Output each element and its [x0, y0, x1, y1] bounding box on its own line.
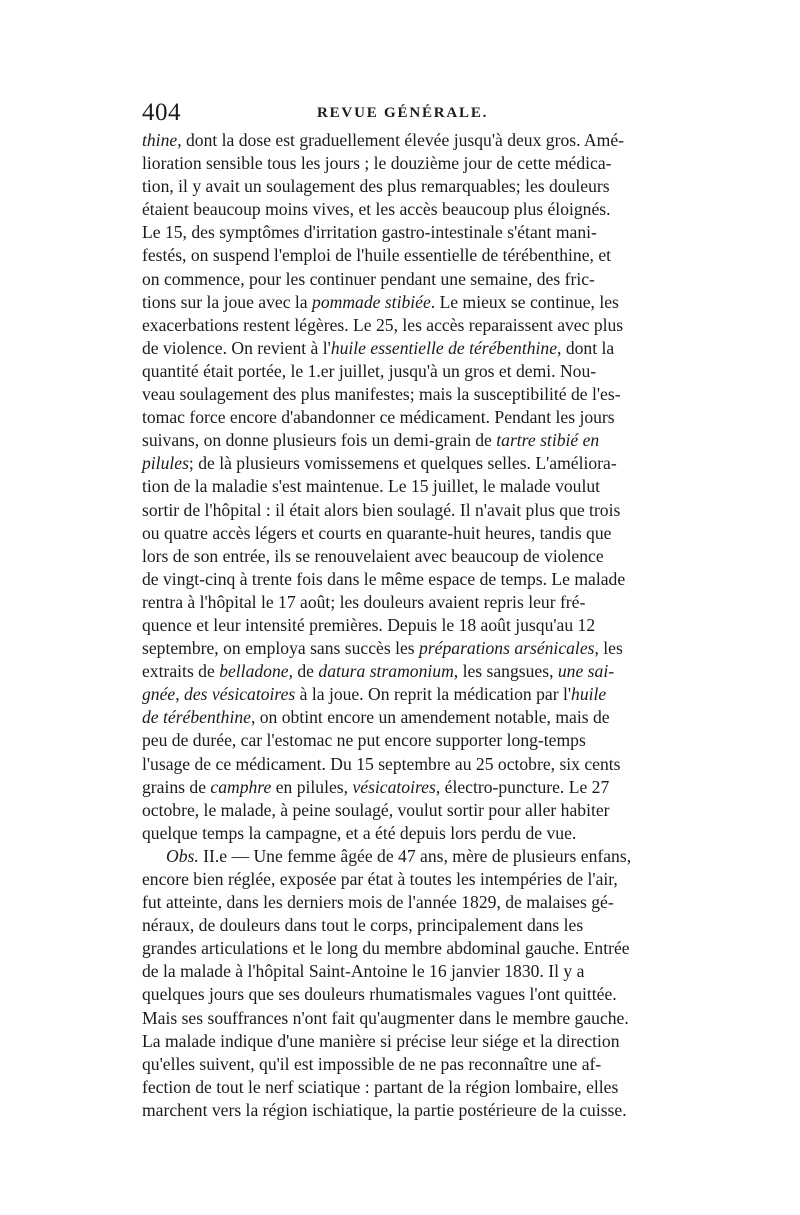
- page-header: [142, 96, 658, 130]
- text-line: [142, 960, 658, 983]
- text-line: [142, 1030, 658, 1053]
- running-head: REVUE GÉNÉRALE.: [317, 105, 489, 121]
- text-line: [142, 268, 658, 291]
- text-segment: tions sur la joue avec la: [142, 291, 313, 312]
- text-line: [142, 683, 658, 706]
- text-line: [142, 429, 658, 452]
- text-segment: néraux, de douleurs dans tout le corps, principalement dans les: [142, 915, 584, 936]
- text-line: [142, 914, 658, 937]
- text-line: [142, 291, 658, 314]
- text-line: [142, 660, 658, 683]
- text-segment: , dont la dose est graduellement élevée jusqu'à deux gros. Amé-: [177, 130, 624, 150]
- text-segment: quantité était portée, le 1.er juillet, jusqu'à un gros et demi. Nou-: [142, 360, 597, 381]
- text-line: [142, 706, 658, 729]
- text-segment: septembre, on employa sans succès les: [142, 638, 420, 659]
- text-line: [142, 753, 658, 776]
- text-segment: lioration sensible tous les jours ; le douzième jour de cette médica-: [142, 153, 612, 174]
- text-segment: de la malade à l'hôpital Saint-Antoine le 16 janvier 1830. Il y a: [142, 961, 585, 982]
- text-line: [142, 1007, 658, 1030]
- text-segment: en pilules,: [271, 776, 353, 797]
- text-line: [142, 845, 658, 868]
- text-segment: , de: [288, 661, 319, 682]
- text-line: [142, 637, 658, 660]
- text-segment: de violence. On revient à l': [142, 337, 331, 358]
- text-line: [142, 337, 658, 360]
- text-line: [142, 868, 658, 891]
- italic-text: pilules: [142, 453, 189, 474]
- text-segment: ,: [175, 684, 185, 705]
- text-segment: fut atteinte, dans les derniers mois de l'année 1829, de malaises gé-: [142, 892, 614, 913]
- text-segment: l'usage de ce médicament. Du 15 septembre au 25 octobre, six cents: [142, 753, 621, 774]
- text-segment: , on obtint encore un amendement notable, mais de: [250, 707, 610, 728]
- page-number: 404: [142, 99, 181, 126]
- text-line: [142, 475, 658, 498]
- text-line: [142, 822, 658, 845]
- text-line: [142, 198, 658, 221]
- text-segment: ; de là plusieurs vomissemens et quelques selles. L'améliora-: [188, 453, 617, 474]
- text-segment: étaient beaucoup moins vives, et les accès beaucoup plus éloignés.: [142, 199, 611, 220]
- text-segment: grains de: [142, 776, 211, 797]
- text-line: [142, 452, 658, 475]
- text-segment: de vingt-cinq à trente fois dans le même espace de temps. Le malade: [142, 568, 626, 589]
- text-line: [142, 175, 658, 198]
- text-segment: on commence, pour les continuer pendant une semaine, des fric-: [142, 268, 595, 289]
- text-segment: marchent vers la région ischiatique, la partie postérieure de la cuisse.: [142, 1099, 627, 1120]
- text-segment: grandes articulations et le long du membre abdominal gauche. Entrée: [142, 938, 630, 959]
- text-line: [142, 499, 658, 522]
- text-segment: extraits de: [142, 661, 220, 682]
- italic-text: des vésicatoires: [184, 684, 296, 705]
- text-segment: fection de tout le nerf sciatique : partant de la région lombaire, elles: [142, 1076, 619, 1097]
- text-line: [142, 522, 658, 545]
- italic-text: tartre stibié en: [496, 430, 600, 451]
- text-segment: Le 15, des symptômes d'irritation gastro-intestinale s'étant mani-: [142, 222, 597, 243]
- italic-text: vésicatoires: [352, 776, 436, 797]
- text-line: [142, 937, 658, 960]
- text-segment: tion de la maladie s'est maintenue. Le 15 juillet, le malade voulut: [142, 476, 601, 497]
- text-segment: II.e — Une femme âgée de 47 ans, mère de plusieurs enfans,: [198, 845, 632, 866]
- italic-text: camphre: [210, 776, 272, 797]
- text-segment: tomac force encore d'abandonner ce médicament. Pendant les jours: [142, 407, 615, 428]
- italic-text: gnée: [142, 684, 176, 705]
- text-line: [142, 614, 658, 637]
- text-segment: quence et leur intensité premières. Depuis le 18 août jusqu'au 12: [142, 614, 596, 635]
- text-line: [142, 729, 658, 752]
- text-line: [142, 591, 658, 614]
- text-line: [142, 545, 658, 568]
- text-segment: quelques jours que ses douleurs rhumatismales vagues l'ont quittée.: [142, 984, 617, 1005]
- text-segment: , les: [594, 638, 623, 659]
- text-segment: veau soulagement des plus manifestes; mais la susceptibilité de l'es-: [142, 384, 621, 405]
- italic-text: datura stramonium: [318, 661, 454, 682]
- text-segment: ou quatre accès légers et courts en quarante-huit heures, tandis que: [142, 522, 612, 543]
- text-segment: à la joue. On reprit la médication par l': [295, 684, 572, 705]
- text-line: [142, 776, 658, 799]
- italic-text: huile: [571, 684, 607, 705]
- text-segment: encore bien réglée, exposée par état à toutes les intempéries de l'air,: [142, 869, 618, 889]
- text-line: [142, 152, 658, 175]
- text-segment: qu'elles suivent, qu'il est impossible de ne pas reconnaître une af-: [142, 1053, 602, 1074]
- text-segment: rentra à l'hôpital le 17 août; les douleurs avaient repris leur fré-: [142, 591, 586, 612]
- body-text: [142, 129, 658, 1122]
- text-segment: tion, il y avait un soulagement des plus remarquables; les douleurs: [142, 176, 610, 197]
- text-line: [142, 314, 658, 337]
- italic-text: pommade stibiée: [312, 291, 431, 312]
- text-segment: lors de son entrée, ils se renouvelaient avec beaucoup de violence: [142, 545, 604, 566]
- text-segment: peu de durée, car l'estomac ne put encore supporter long-temps: [142, 730, 586, 751]
- text-segment: , les sangsues,: [453, 661, 558, 682]
- italic-text: de térébenthine: [142, 707, 251, 728]
- italic-text: Obs.: [166, 845, 199, 866]
- text-line: [142, 891, 658, 914]
- text-segment: exacerbations restent légères. Le 25, les accès reparaissent avec plus: [142, 314, 624, 335]
- text-segment: octobre, le malade, à peine soulagé, voulut sortir pour aller habiter: [142, 799, 610, 820]
- text-segment: Mais ses souffrances n'ont fait qu'augmenter dans le membre gauche.: [142, 1007, 629, 1028]
- text-line: [142, 1099, 658, 1122]
- italic-text: belladone: [219, 661, 289, 682]
- text-segment: , électro-puncture. Le 27: [435, 776, 610, 797]
- text-line: [142, 983, 658, 1006]
- text-segment: , dont la: [557, 337, 615, 358]
- text-line: [142, 221, 658, 244]
- text-line: [142, 383, 658, 406]
- text-line: [142, 1053, 658, 1076]
- text-segment: festés, on suspend l'emploi de l'huile essentielle de térébenthine, et: [142, 245, 612, 266]
- text-segment: . Le mieux se continue, les: [430, 291, 619, 312]
- text-line: [142, 244, 658, 267]
- text-segment: suivans, on donne plusieurs fois un demi-grain de: [142, 430, 497, 451]
- text-line: [142, 360, 658, 383]
- italic-text: préparations arsénicales: [419, 638, 595, 659]
- text-segment: sortir de l'hôpital : il était alors bien soulagé. Il n'avait plus que trois: [142, 499, 621, 520]
- text-line: [142, 799, 658, 822]
- italic-text: huile essentielle de térébenthine: [330, 337, 558, 358]
- italic-text: une sai-: [557, 661, 615, 682]
- text-line: [142, 129, 658, 152]
- text-segment: La malade indique d'une manière si précise leur siége et la direction: [142, 1030, 620, 1051]
- italic-text: thine: [142, 130, 178, 150]
- text-line: [142, 406, 658, 429]
- text-line: [142, 1076, 658, 1099]
- text-line: [142, 568, 658, 591]
- text-segment: quelque temps la campagne, et a été depuis lors perdu de vue.: [142, 822, 577, 843]
